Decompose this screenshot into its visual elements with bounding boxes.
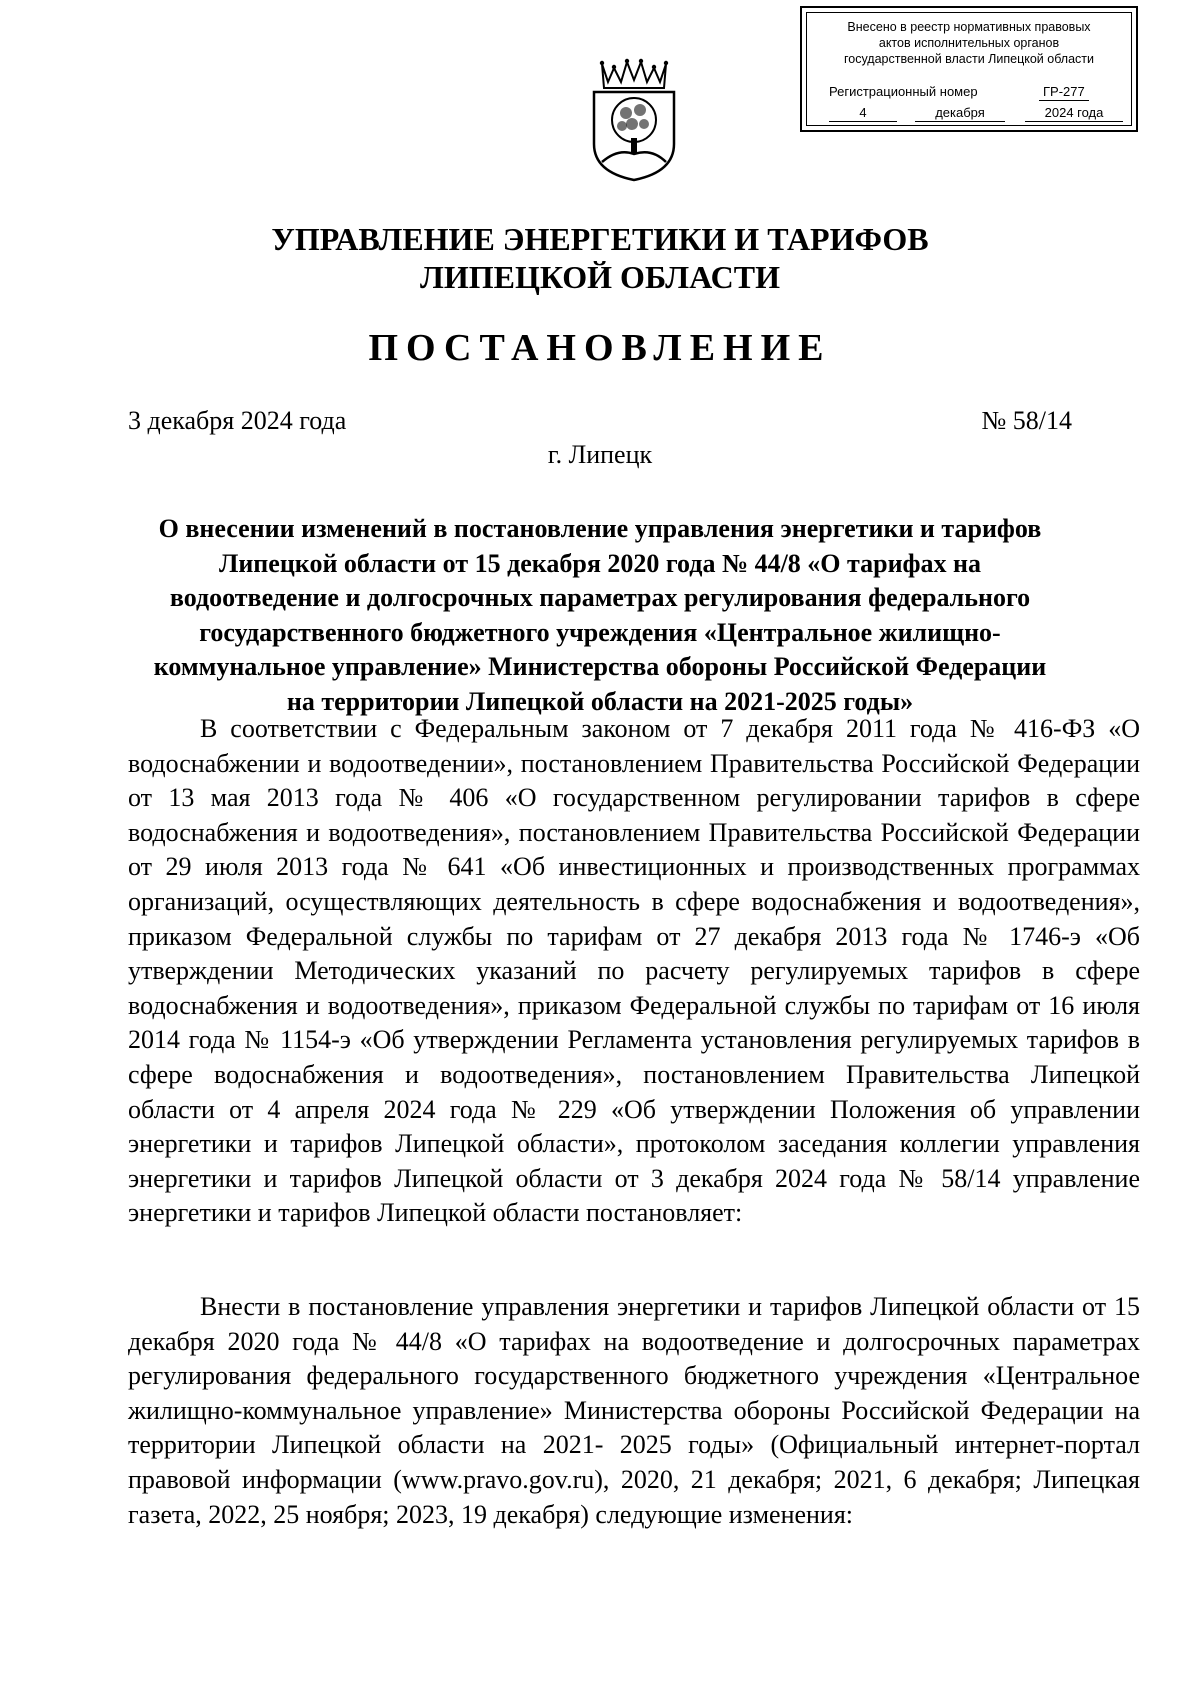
document-date: 3 декабря 2024 года: [128, 406, 347, 435]
title-line: О внесении изменений в постановление управления энергетики и тарифов: [158, 514, 1042, 543]
title-line: водоотведение и долгосрочных параметрах регулирования федерального: [169, 583, 1031, 612]
document-number: № 58/14: [981, 406, 1072, 435]
stamp-month: декабря: [915, 105, 1005, 122]
stamp-line-2: актов исполнительных органов: [878, 36, 1060, 50]
organization-name: [0, 220, 1200, 296]
title-line: на территории Липецкой области на 2021-2025 годы»: [286, 686, 914, 716]
body-paragraph-1: В соответствии с Федеральным законом от 7 декабря 2011 года № 416-ФЗ «О водоснабжении и водоотведении», постановлением Правительства Российской Федерации от 13 мая 2013 года № 406 «О государственном регулировании тарифов в сфере водоснабжения и водоотведения», постановлением Правительства Российской Федерации от 29 июля 2013 года № 641 «Об инвестиционных и производственных программах организаций, осуществляющих деятельность в сфере водоснабжения и водоотведения», приказом Федеральной службы по тарифам от 27 декабря 2013 года № 1746-э «Об утверждении Методических указаний по расчету регулируемых тарифов в сфере водоснабжения и водоотведения», приказом Федеральной службы по тарифам от 16 июля 2014 года № 1154-э «Об утверждении Регламента установления регулируемых тарифов в сфере водоснабжения и водоотведения», постановлением Правительства Липецкой области от 4 апреля 2024 года № 229 «Об утверждении Положения об управлении энергетики и тарифов Липецкой области», протоколом заседания коллегии управления энергетики и тарифов Липецкой области от 3 декабря 2024 года № 58/14 управление энергетики и тарифов Липецкой области постановляет:: [128, 714, 1140, 1228]
stamp-reg-number: ГР-277: [1039, 84, 1089, 101]
registry-stamp-inner: [806, 12, 1132, 126]
stamp-reg-label: Регистрационный номер: [829, 84, 978, 99]
organization-name-line-2: ЛИПЕЦКОЙ ОБЛАСТИ: [420, 259, 780, 295]
registry-stamp: [800, 6, 1138, 132]
stamp-year: 2024 года: [1025, 105, 1123, 122]
body-paragraph-2: Внести в постановление управления энергетики и тарифов Липецкой области от 15 декабря 2020 года № 44/8 «О тарифах на водоотведение и долгосрочных параметрах регулирования федерального государственного бюджетного учреждения «Центральное жилищно-коммунальное управление» Министерства обороны Российской Федерации на территории Липецкой области на 2021- 2025 годы» (Официальный интернет-портал правовой информации (www.pravo.gov.ru), 2020, 21 декабря; 2021, 6 декабря; Липецкая газета, 2022, 25 ноября; 2023, 19 декабря) следующие изменения:: [128, 1292, 1140, 1529]
coat-of-arms-icon: [588, 58, 680, 182]
document-city: г. Липецк: [547, 440, 653, 469]
stamp-day: 4: [829, 105, 897, 122]
document-type: ПОСТАНОВЛЕНИЕ: [368, 327, 832, 369]
title-line: государственного бюджетного учреждения «Центральное жилищно-: [199, 617, 1001, 647]
stamp-line-3: государственной власти Липецкой области: [843, 52, 1095, 66]
title-line: коммунальное управление» Министерства обороны Российской Федерации: [153, 652, 1047, 681]
title-line: Липецкой области от 15 декабря 2020 года № 44/8 «О тарифах на: [218, 548, 982, 578]
organization-name-line-1: УПРАВЛЕНИЕ ЭНЕРГЕТИКИ И ТАРИФОВ: [271, 221, 929, 257]
document-title: [128, 512, 1072, 719]
stamp-line-1: Внесено в реестр нормативных правовых: [847, 20, 1091, 34]
